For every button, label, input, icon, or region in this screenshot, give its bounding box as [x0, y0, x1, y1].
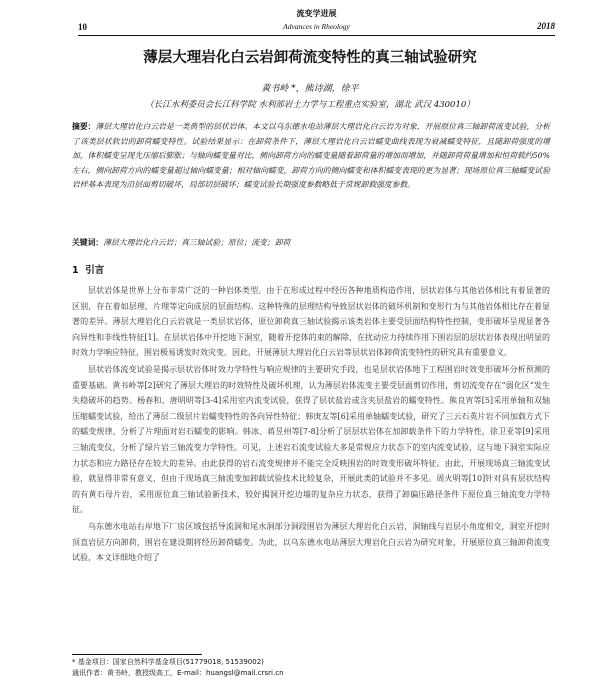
abstract [72, 120, 550, 193]
author-list: 黄书岭 *，熊诗湖，徐平 [261, 84, 359, 94]
paragraph: 层状岩体是世界上分布非常广泛的一种岩体类型。由于在形成过程中经历各种地质构造作用，层状岩体与其他岩体相比有着显著的区别，存在着如层理、片理等定向成层的层面结构。这种特殊的层理结构导致层状岩体的破坏机制和变形行为与其他岩体相比存在着显著的差异。薄层大理岩化白云岩就是一类层状岩体，原位卸荷真三轴试验揭示该类岩体主要受层面结构特性控制，变形破坏呈现显著各向异性和非线性特征[1]。在层状岩体中开挖地下洞室，随着开挖体的束的解除，在扰动应力持续作用下围岩层的层状岩体表现出明显的时效力学响应特征，围岩极易诱发时效灾变。因此，开展薄层大理岩化白云岩等层状岩体卸荷流变特性的研究具有重要意义。 [72, 286, 550, 358]
keywords [72, 236, 550, 250]
footnote-funding: * 基金项目：国家自然科学基金项目(51779018, 51539002) [72, 658, 264, 666]
journal-name: 流变学进展 [296, 8, 337, 18]
affiliation: （长江水利委员会长江科学院 水利部岩土力学与工程重点实验室，湖北 武汉 430010） [145, 100, 475, 110]
publication-year: 2018 [537, 21, 555, 31]
paragraph: 层状岩体流变试验是揭示层状岩体时效力学特性与响应规律的主要研究手段，也是层状岩体地下工程围岩时效变形破坏分析预测的重要基础。黄书岭等[2]研究了薄层大理岩的时效特性及破坏机理，认为薄层岩体流变主要受层面剪切作用，剪切流变存在“弱化区”发生失稳破坏的趋势。杨春和、唐明明等[3-4]采用室内流变试验，获得了层状盐岩或含夹层盐岩的蠕变特性。熊良宵等[5]采用单轴和双轴压缩蠕变试验，给出了薄层二级层片岩蠕变特性的各向异性特征；韩庚友等[6]采用单轴蠕变试验，研究了三云石英片岩不同加载方式下的蠕变规律，分析了片理面对岩石蠕变的影响。韩冰、蒋昱州等[7-8]分析了层层状岩体在加卸载条件下的力学特性，徐卫亚等[9]采用三轴流变仪，分析了绿片岩三轴流变力学特性。可见，上述岩石流变试验大多是常规应力状态下的室内流变试验，这与地下洞室实际应力状态和应力路径存在较大的差异。由此获得的岩石流变规律并不能完全反映围岩的时效变形破坏特征。由此，开展现场真三轴流变试验，就显得非常有意义，但由于现场真三轴流变加卸载试验技术比较复杂，开展此类的试验并不多见。周火明等[10]针对具有层状结构的有黄石母片岩，采用原位真三轴试验新技术，较好揭洞开挖边墙的复杂应力状态，获得了卸偏压路径条件下原位真三轴流变力学特征。 [72, 364, 550, 515]
running-header [78, 8, 555, 40]
footnote-correspondence: 通讯作者：黄书岭，教授级高工，E-mail：huangsl@mail.crsri.cn [72, 669, 284, 677]
abstract-label: 摘要： [72, 122, 96, 131]
section-number: 1 [72, 265, 79, 276]
header-rule [78, 35, 555, 36]
journal-name-english: Advances in Rheology [283, 22, 350, 31]
paragraph: 乌东德水电站右岸地下厂房区域包括导流洞和尾水洞部分洞段围岩为薄层大理岩化白云岩，洞轴线与岩层小角度相交，洞室开挖时顶直岩层方向卸荷，围岩在建设期将经历卸荷蠕变。为此，以乌东德水电站薄层大理岩化白云岩为研究对象，开展原位真三轴卸荷流变试验，本文详细地介绍了 [72, 521, 550, 563]
paper-title: 薄层大理岩化白云岩卸荷流变特性的真三轴试验研究 [143, 50, 477, 66]
footnote-rule [72, 654, 202, 655]
keywords-label: 关键词： [72, 238, 104, 247]
keywords-text: 薄层大理岩化白云岩；真三轴试验；原位；流变；卸荷 [103, 238, 291, 247]
section-title: 引言 [85, 265, 105, 276]
section-heading [72, 262, 104, 276]
body-text [72, 283, 550, 567]
abstract-text: 薄层大理岩化白云岩是一类典型的层状岩体。本文以乌东德水电站薄层大理岩化白云岩为对象，开展原位真三轴卸荷流变试验，分析了该类层状软岩的卸荷蠕变特性。试验结果显示：在卸荷条件下，薄层大理岩化白云岩蠕变曲线表现为衰减蠕变特征，且随卸荷强度的增加，体积蠕变呈现先压缩后膨胀；与轴向蠕变量对比，侧向卸荷方向的蠕变量随着卸荷量的增加而增加，并随卸荷荷量增加和恒荷载约50%左右，侧向卸荷方向的蠕变量超过轴向蠕变量；相对轴向蠕变，卸荷方向的侧向蠕变和体积蠕变表现的更为显著；现场原位真三轴蠕变试验岩样基本表现为沿层面剪切破坏，局部切层破坏；蠕变试验长期强度参数略低于常规卸载强度参数。 [72, 122, 550, 189]
volume-number: 10 [78, 22, 87, 32]
